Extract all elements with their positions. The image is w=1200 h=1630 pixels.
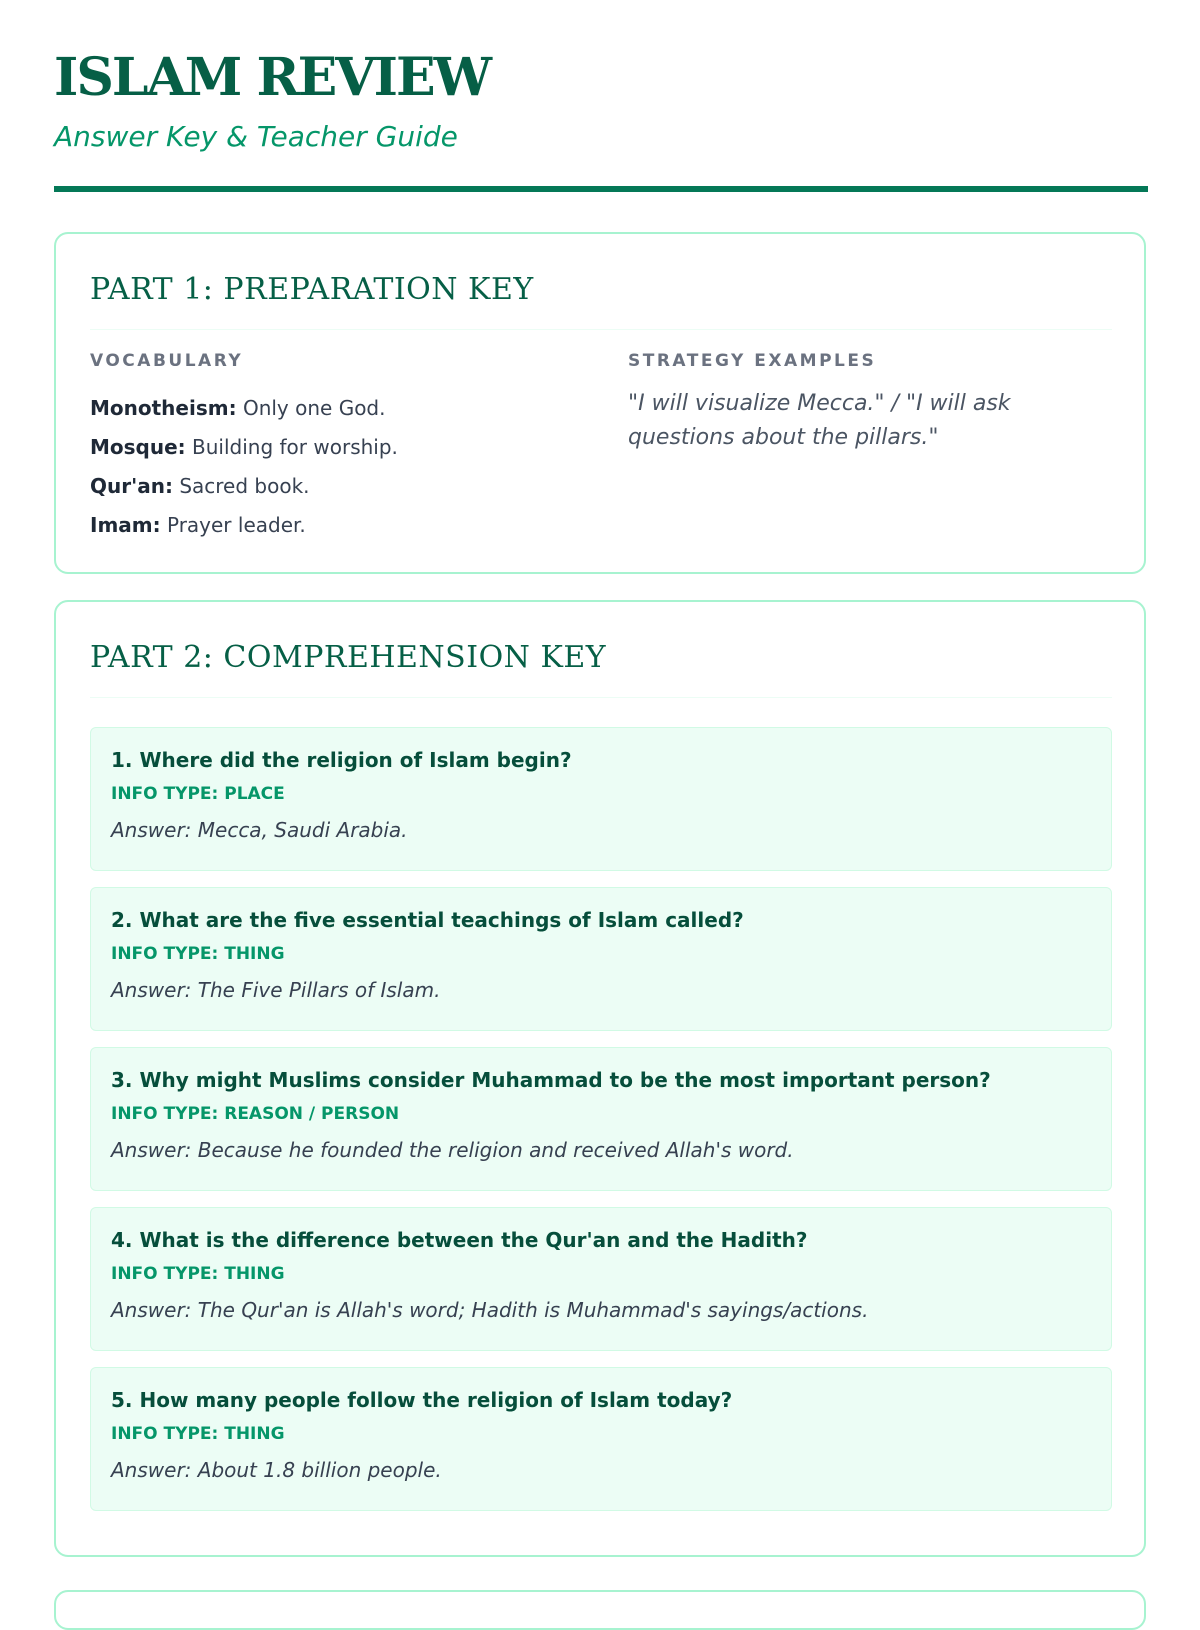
answer-text: Answer: About 1.8 billion people.: [111, 1458, 442, 1482]
vocabulary-item: [90, 506, 398, 545]
vocabulary-term: Imam:: [90, 513, 161, 537]
preparation-key-heading: PART 1: PREPARATION KEY: [90, 272, 534, 307]
answer-text: Answer: Because he founded the religion and received Allah's word.: [111, 1138, 794, 1162]
info-type-label: INFO TYPE: THING: [111, 944, 285, 964]
question-card: [90, 727, 1112, 871]
vocabulary-definition: Prayer leader.: [160, 513, 306, 537]
info-type-label: INFO TYPE: PLACE: [111, 784, 285, 804]
vocabulary-item: [90, 389, 398, 428]
vocabulary-list: [90, 389, 398, 545]
strategy-examples-text: "I will visualize Mecca." / "I will ask questions about the pillars.": [628, 391, 1011, 450]
page-title: ISLAM REVIEW: [54, 47, 491, 108]
header-divider: [54, 186, 1148, 192]
vocabulary-definition: Sacred book.: [172, 474, 310, 498]
question-card: [90, 1047, 1112, 1191]
section-divider: [90, 697, 1112, 698]
page-subtitle: Answer Key & Teacher Guide: [54, 120, 458, 153]
info-type-label: INFO TYPE: REASON / PERSON: [111, 1104, 400, 1124]
info-type-label: INFO TYPE: THING: [111, 1424, 285, 1444]
question-text: 5. How many people follow the religion of Islam today?: [111, 1388, 733, 1412]
vocabulary-term: Monotheism:: [90, 396, 237, 420]
vocabulary-definition: Building for worship.: [185, 435, 398, 459]
vocabulary-term: Qur'an:: [90, 474, 173, 498]
comprehension-key-card: [54, 600, 1146, 1557]
question-text: 3. Why might Muslims consider Muhammad to be the most important person?: [111, 1068, 991, 1092]
strategy-heading: STRATEGY EXAMPLES: [628, 351, 877, 371]
question-card: [90, 1367, 1112, 1511]
section-divider: [90, 329, 1112, 330]
vocabulary-term: Mosque:: [90, 435, 186, 459]
vocabulary-item: [90, 428, 398, 467]
comprehension-key-heading: PART 2: COMPREHENSION KEY: [90, 640, 607, 675]
preparation-key-card: [54, 232, 1146, 574]
vocabulary-definition: Only one God.: [236, 396, 386, 420]
question-text: 4. What is the difference between the Qur'an and the Hadith?: [111, 1228, 808, 1252]
question-card: [90, 887, 1112, 1031]
next-section-card: [54, 1590, 1146, 1630]
answer-text: Answer: Mecca, Saudi Arabia.: [111, 818, 408, 842]
vocabulary-item: [90, 467, 398, 506]
answer-text: Answer: The Five Pillars of Islam.: [111, 978, 441, 1002]
question-text: 1. Where did the religion of Islam begin?: [111, 748, 572, 772]
question-card: [90, 1207, 1112, 1351]
info-type-label: INFO TYPE: THING: [111, 1264, 285, 1284]
vocabulary-heading: VOCABULARY: [90, 351, 244, 371]
answer-text: Answer: The Qur'an is Allah's word; Hadith is Muhammad's sayings/actions.: [111, 1298, 869, 1322]
question-list: [90, 727, 1112, 1527]
question-text: 2. What are the five essential teachings of Islam called?: [111, 908, 744, 932]
